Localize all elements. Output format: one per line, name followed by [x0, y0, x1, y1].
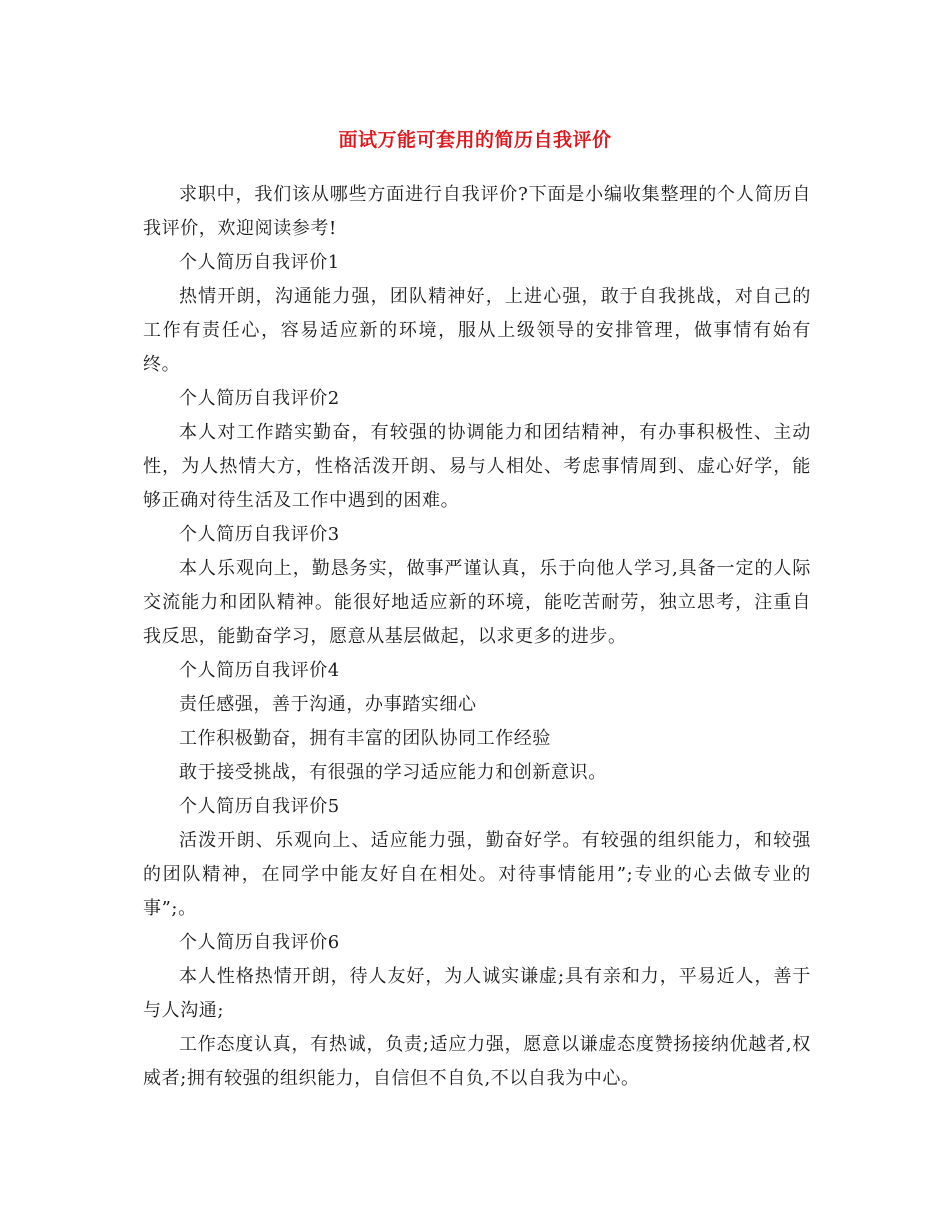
- document-body: [143, 178, 811, 1096]
- section-paragraph: 工作积极勤奋，拥有丰富的团队协同工作经验: [179, 728, 551, 749]
- section-paragraph: 本人性格热情开朗，待人友好，为人诚实谦虚;具有亲和力，平易近人，善于与人沟通;: [143, 966, 811, 1021]
- section-heading-5: 个人简历自我评价5: [179, 796, 340, 817]
- section-paragraph: 敢于接受挑战，有很强的学习适应能力和创新意识。: [179, 762, 607, 783]
- intro-paragraph: 求职中，我们该从哪些方面进行自我评价?下面是小编收集整理的个人简历自我评价，欢迎阅读参考!: [143, 184, 811, 239]
- section-heading-3: 个人简历自我评价3: [179, 524, 340, 545]
- section-heading-4: 个人简历自我评价4: [179, 660, 340, 681]
- section-paragraph: 本人对工作踏实勤奋，有较强的协调能力和团结精神，有办事积极性、主动性，为人热情大方，性格活泼开朗、易与人相处、考虑事情周到、虚心好学，能够正确对待生活及工作中遇到的困难。: [143, 422, 811, 511]
- section-heading-1: 个人简历自我评价1: [179, 252, 340, 273]
- section-paragraph: 工作态度认真，有热诚，负责;适应力强，愿意以谦虚态度赞扬接纳优越者,权威者;拥有较强的组织能力，自信但不自负,不以自我为中心。: [143, 1034, 811, 1089]
- section-paragraph: 热情开朗，沟通能力强，团队精神好，上进心强，敢于自我挑战，对自己的工作有责任心，容易适应新的环境，服从上级领导的安排管理，做事情有始有终。: [143, 286, 811, 375]
- section-heading-2: 个人简历自我评价2: [179, 388, 340, 409]
- document-title: 面试万能可套用的简历自我评价: [338, 129, 612, 151]
- section-paragraph: 责任感强，善于沟通，办事踏实细心: [179, 694, 477, 715]
- section-paragraph: 活泼开朗、乐观向上、适应能力强，勤奋好学。有较强的组织能力，和较强的团队精神，在同学中能友好自在相处。对待事情能用”;专业的心去做专业的事”;。: [143, 830, 811, 919]
- section-heading-6: 个人简历自我评价6: [179, 932, 340, 953]
- section-paragraph: 本人乐观向上，勤恳务实，做事严谨认真，乐于向他人学习,具备一定的人际交流能力和团队精神。能很好地适应新的环境，能吃苦耐劳，独立思考，注重自我反思，能勤奋学习，愿意从基层做起，以求更多的进步。: [143, 558, 811, 647]
